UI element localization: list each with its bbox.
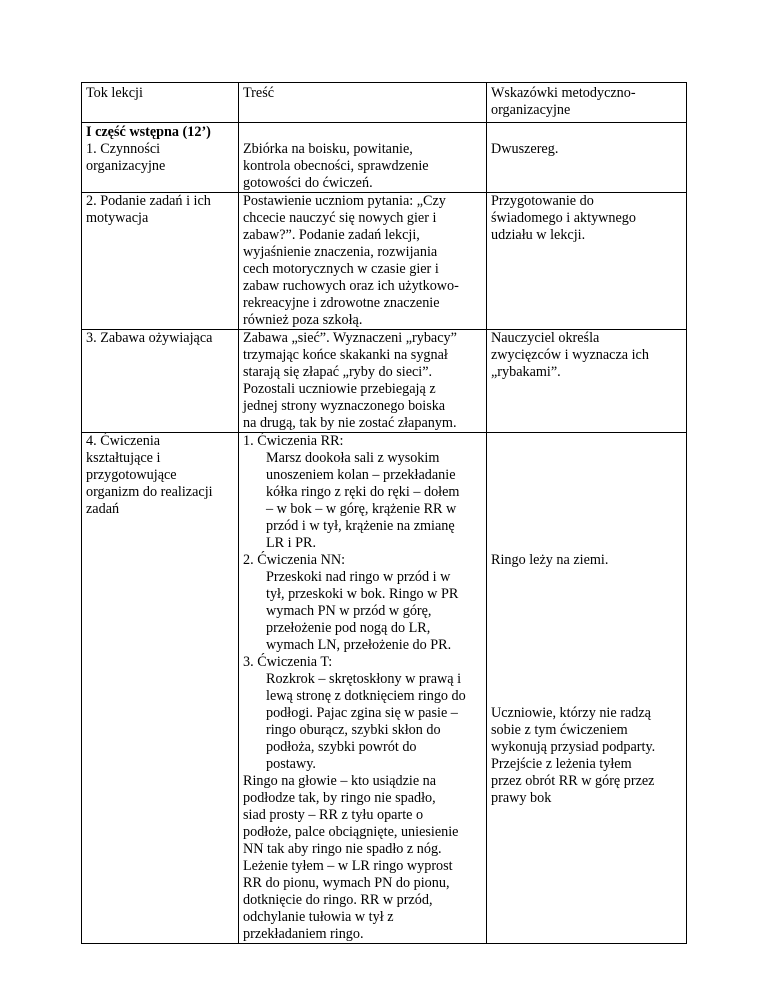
notes-cell — [487, 330, 687, 433]
stage-line: 2. Podanie zadań i ich — [86, 193, 211, 209]
notes-line: udziału w lekcji. — [491, 227, 586, 243]
content-line: przód i w tył, krążenie na zmianę — [266, 518, 455, 534]
content-line: Przeskoki nad ringo w przód i w — [266, 569, 451, 585]
content-line: cech motorycznych w czasie gier i — [243, 261, 439, 277]
content-cell — [239, 193, 487, 330]
notes-line: Przygotowanie do — [491, 193, 594, 209]
content-line: Ringo na głowie – kto usiądzie na — [243, 773, 437, 789]
content-line: podłoże, palce obciągnięte, uniesienie — [243, 824, 459, 840]
table-row — [82, 123, 687, 193]
section-title: I część wstępna (12’) — [86, 124, 211, 140]
content-line: zabaw ruchowych oraz ich użytkowo- — [243, 278, 459, 294]
content-line: również poza szkołą. — [243, 312, 363, 328]
content-line: odchylanie tułowia w tył z — [243, 909, 394, 925]
notes-line: Uczniowie, którzy nie radzą — [491, 705, 651, 721]
stage-line: 3. Zabawa ożywiająca — [86, 330, 213, 346]
stage-line: zadań — [86, 501, 120, 517]
table-row — [82, 433, 687, 944]
lesson-plan-table — [81, 82, 687, 944]
header-cell-content — [239, 83, 487, 123]
notes-cell — [487, 193, 687, 330]
content-line: trzymając końce skakanki na sygnał — [243, 347, 448, 363]
header-cell-notes — [487, 83, 687, 123]
content-line: – w bok – w górę, krążenie RR w — [266, 501, 457, 517]
content-line: lewą stronę z dotknięciem ringo do — [266, 688, 466, 704]
content-line: na drugą, tak by nie zostać złapanym. — [243, 415, 457, 431]
content-line: podłodze tak, by ringo nie spadło, — [243, 790, 436, 806]
notes-line: przez obrót RR w górę przez — [491, 773, 655, 789]
stage-line: motywacja — [86, 210, 149, 226]
content-line: przełożenie pod nogą do LR, — [266, 620, 431, 636]
content-line: przekładaniem ringo. — [243, 926, 364, 942]
notes-line: zwycięzców i wyznacza ich — [491, 347, 649, 363]
notes-line: Dwuszereg. — [491, 141, 559, 157]
content-line: podłoża, szybki powrót do — [266, 739, 417, 755]
exercise-title-rr: 1. Ćwiczenia RR: — [243, 433, 344, 449]
header-cell-stage — [82, 83, 239, 123]
notes-cell — [487, 433, 687, 944]
stage-cell — [82, 330, 239, 433]
content-line: Rozkrok – skrętoskłony w prawą i — [266, 671, 462, 687]
table-header-row — [82, 83, 687, 123]
content-line: Marsz dookoła sali z wysokim — [266, 450, 440, 466]
stage-line: kształtujące i — [86, 450, 161, 466]
stage-line: organizacyjne — [86, 158, 166, 174]
stage-line: 4. Ćwiczenia — [86, 433, 161, 449]
content-line: starają się złapać „ryby do sieci”. — [243, 364, 433, 380]
table-row — [82, 330, 687, 433]
content-line: postawy. — [266, 756, 316, 772]
notes-line: prawy bok — [491, 790, 552, 806]
content-line: wyjaśnienie znaczenia, rozwijania — [243, 244, 438, 260]
stage-cell — [82, 123, 239, 193]
content-line: chcecie nauczyć się nowych gier i — [243, 210, 437, 226]
content-line: zabaw?”. Podanie zadań lekcji, — [243, 227, 420, 243]
content-line: Zbiórka na boisku, powitanie, — [243, 141, 413, 157]
content-line: gotowości do ćwiczeń. — [243, 175, 373, 191]
content-line: Zabawa „sieć”. Wyznaczeni „rybacy” — [243, 330, 457, 346]
notes-line: Przejście z leżenia tyłem — [491, 756, 632, 772]
content-line: dotknięcie do ringo. RR w przód, — [243, 892, 433, 908]
notes-cell — [487, 123, 687, 193]
content-cell — [239, 330, 487, 433]
stage-line: 1. Czynności — [86, 141, 161, 157]
content-line: rekreacyjne i zdrowotne znaczenie — [243, 295, 440, 311]
stage-cell — [82, 193, 239, 330]
stage-cell — [82, 433, 239, 944]
content-line: LR i PR. — [266, 535, 317, 551]
content-line: Pozostali uczniowie przebiegają z — [243, 381, 436, 397]
notes-line: Ringo leży na ziemi. — [491, 552, 609, 568]
content-line: tył, przeskoki w bok. Ringo w PR — [266, 586, 459, 602]
notes-line: Nauczyciel określa — [491, 330, 600, 346]
header-notes-line: Wskazówki metodyczno- — [491, 85, 636, 101]
content-line: ringo oburącz, szybki skłon do — [266, 722, 441, 738]
content-line: wymach PN w przód w górę, — [266, 603, 432, 619]
content-line: kontrola obecności, sprawdzenie — [243, 158, 429, 174]
content-line: kółka ringo z ręki do ręki – dołem — [266, 484, 460, 500]
notes-line: świadomego i aktywnego — [491, 210, 636, 226]
header-content: Treść — [243, 85, 275, 101]
content-cell — [239, 433, 487, 944]
table-row — [82, 193, 687, 330]
header-stage: Tok lekcji — [86, 85, 143, 101]
content-line: Leżenie tyłem – w LR ringo wyprost — [243, 858, 453, 874]
header-notes-line: organizacyjne — [491, 102, 571, 118]
content-line: unoszeniem kolan – przekładanie — [266, 467, 456, 483]
content-line: siad prosty – RR z tyłu oparte o — [243, 807, 424, 823]
notes-line: sobie z tym ćwiczeniem — [491, 722, 628, 738]
content-line: Postawienie uczniom pytania: „Czy — [243, 193, 446, 209]
content-line: RR do pionu, wymach PN do pionu, — [243, 875, 450, 891]
notes-line: wykonują przysiad podparty. — [491, 739, 656, 755]
exercise-title-t: 3. Ćwiczenia T: — [243, 654, 333, 670]
content-line: podłogi. Pajac zgina się w pasie – — [266, 705, 458, 721]
content-line: wymach LN, przełożenie do PR. — [266, 637, 452, 653]
stage-line: organizm do realizacji — [86, 484, 213, 500]
stage-line: przygotowujące — [86, 467, 177, 483]
exercise-title-nn: 2. Ćwiczenia NN: — [243, 552, 346, 568]
notes-line: „rybakami”. — [491, 364, 561, 380]
content-line: NN tak aby ringo nie spadło z nóg. — [243, 841, 442, 857]
content-line: jednej strony wyznaczonego boiska — [243, 398, 446, 414]
content-cell — [239, 123, 487, 193]
